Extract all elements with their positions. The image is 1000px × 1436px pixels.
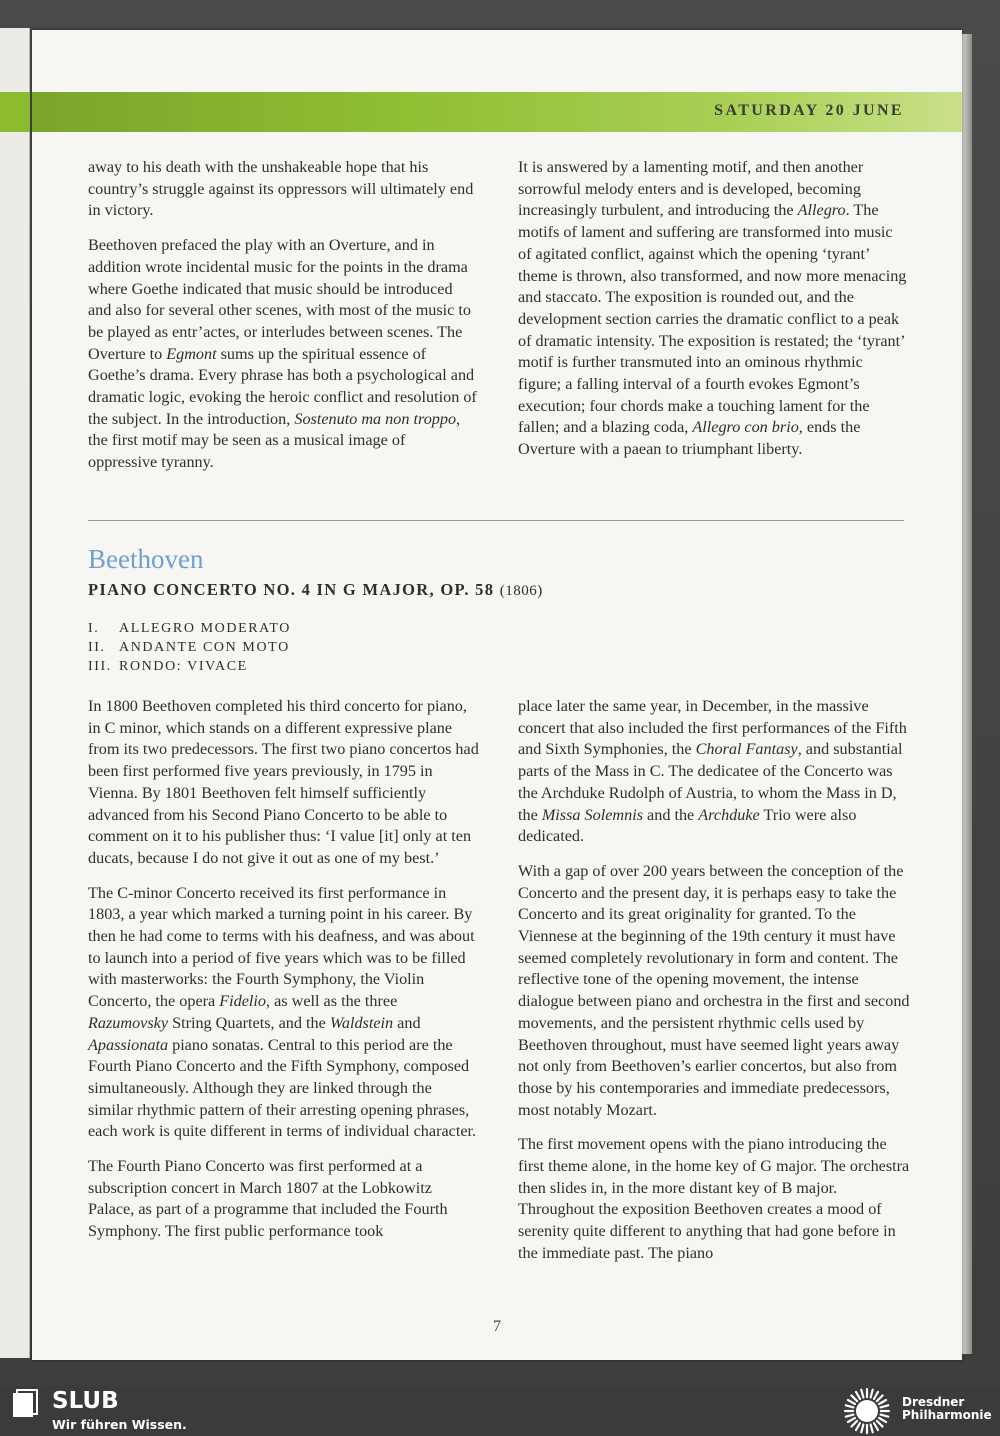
- text-run: Beethoven prefaced the play with an Overture, and in addition wrote incidental music for the points in the drama where Goethe indicated that music should be introduced and also for several other scenes, with most of the music to be played as entr’actes, or interludes between scenes. The Overture to: [88, 236, 472, 363]
- partner-name: [902, 1396, 992, 1422]
- paragraph: [88, 696, 480, 870]
- movement-number: III.: [88, 659, 112, 674]
- paragraph: [88, 883, 480, 1143]
- paragraph: [88, 1156, 480, 1243]
- italic-title: Allegro: [797, 201, 846, 220]
- movement-name: RONDO: VIVACE: [119, 659, 248, 674]
- text-run: The first movement opens with the piano introducing the first theme alone, in the home key of G major. The orchestra then slides in, in the more distant key of B major. Throughout the exposition Beethoven creates a mood of serenity quite different to anything that had gone before in the immediate past. The piano: [518, 1135, 910, 1262]
- text-run: and: [393, 1013, 421, 1032]
- italic-title: Choral Fantasy: [695, 740, 798, 759]
- work-title: [88, 580, 543, 600]
- intro-right-column: [518, 157, 910, 474]
- facing-page-edge: [0, 28, 30, 1358]
- paragraph: [518, 861, 910, 1121]
- movement-item: [88, 657, 291, 676]
- text-run: Trio were also dedicated.: [518, 805, 857, 846]
- text-run: , the first motif may be seen as a musical image of oppressive tyranny.: [88, 409, 461, 472]
- header-band: [32, 92, 962, 132]
- italic-title: Apassionata: [88, 1035, 169, 1054]
- body-left-column: [88, 696, 480, 1256]
- text-run: piano sonatas. Central to this period are the Fourth Piano Concerto and the Fifth Symphony, composed simultaneously. Although they are linked through the similar rhythmic pattern of their arresting opening phrases, each work is quite different in terms of individual character.: [88, 1035, 477, 1141]
- movement-item: [88, 619, 291, 638]
- text-run: and the: [643, 805, 699, 824]
- italic-title: Razumovsky: [88, 1013, 169, 1032]
- work-year: (1806): [499, 583, 543, 599]
- page-number: 7: [493, 1318, 501, 1335]
- movement-number: II.: [88, 640, 106, 655]
- movement-name: ALLEGRO MODERATO: [119, 621, 291, 636]
- slub-name: SLUB: [52, 1388, 119, 1414]
- text-run: In 1800 Beethoven completed his third concerto for piano, in C minor, which stands on a different expressive plane from its two predecessors. The first two piano concertos had been first performed five years previously, in 1795 in Vienna. By 1801 Beethoven felt himself sufficiently advanced from his Second Piano Concerto to be able to comment on it to his publisher thus: ‘I value [it] only at ten ducats, because I do not give it out as one of my best.’: [88, 697, 479, 867]
- paragraph: [518, 696, 910, 848]
- paragraph: [518, 157, 910, 461]
- footer-bar: [0, 1386, 1000, 1436]
- partner-name-line2: Philharmonie: [902, 1408, 992, 1422]
- italic-title: Waldstein: [329, 1013, 394, 1032]
- movement-item: [88, 638, 291, 657]
- movement-number: I.: [88, 621, 100, 636]
- book-icon: [12, 1389, 38, 1419]
- text-run: . The motifs of lament and suffering are transformed into music of agitated conflict, against which the opening ‘tyrant’ theme is thrown, also transformed, and now more menacing and staccato. The exposition is rounded out, and the development section carries the dramatic conflict to a peak of dramatic intensity. The exposition is restated; the ‘tyrant’ motif is further transmuted into an ominous rhythmic figure; a falling interval of a fourth evokes Egmont’s execution; four chords make a touching lament for the fallen; and a blazing coda,: [518, 201, 907, 437]
- section-divider: [88, 520, 904, 521]
- text-run: , ends the Overture with a paean to triumphant liberty.: [518, 418, 861, 459]
- text-run: The Fourth Piano Concerto was first performed at a subscription concert in March 1807 at the Lobkowitz Palace, as part of a programme that included the Fourth Symphony. The first public performance took: [88, 1157, 448, 1241]
- text-run: , as well as the three: [266, 992, 398, 1011]
- italic-title: Missa Solemnis: [541, 805, 643, 824]
- italic-title: Allegro con brio: [692, 418, 799, 437]
- work-title-text: PIANO CONCERTO NO. 4 IN G MAJOR, OP. 58: [88, 580, 495, 599]
- movement-name: ANDANTE CON MOTO: [119, 640, 290, 655]
- composer-heading: Beethoven: [88, 544, 204, 574]
- facing-page-green-band: [0, 92, 30, 132]
- italic-title: Archduke: [698, 805, 760, 824]
- paragraph: [88, 157, 478, 222]
- italic-title: Sostenuto ma non troppo: [294, 409, 457, 428]
- partner-name-line1: Dresdner: [902, 1395, 965, 1409]
- text-run: String Quartets, and the: [168, 1013, 330, 1032]
- text-run: away to his death with the unshakeable hope that his country’s struggle against its oppressors will ultimately end in victory.: [88, 158, 474, 220]
- intro-left-column: [88, 157, 478, 487]
- movements-list: [88, 619, 291, 676]
- header-date: SATURDAY 20 JUNE: [714, 102, 904, 119]
- page-stack-edge: [962, 34, 972, 1354]
- text-run: The C-minor Concerto received its first performance in 1803, a year which marked a turning point in his career. By then he had come to terms with his deafness, and was about to launch into a period of five years which was to be filled with masterworks: the Fourth Symphony, the Violin Concerto, the opera: [88, 883, 475, 1011]
- paragraph: [518, 1134, 910, 1264]
- italic-title: Fidelio: [219, 992, 267, 1011]
- program-page: [32, 30, 962, 1360]
- sunburst-logo-icon: [842, 1386, 892, 1436]
- body-right-column: [518, 696, 910, 1278]
- text-run: , and substantial parts of the Mass in C. The dedicatee of the Concerto was the Archduke Rudolph of Austria, to whom the Mass in D, the: [518, 740, 903, 824]
- text-run: It is answered by a lamenting motif, and then another sorrowful melody enters and is developed, becoming increasingly turbulent, and introducing the: [518, 158, 864, 220]
- text-run: sums up the spiritual essence of Goethe’s drama. Every phrase has both a psychological and dramatic logic, evoking the heroic conflict and resolution of the subject. In the introduction,: [88, 344, 477, 428]
- text-run: With a gap of over 200 years between the conception of the Concerto and the present day, it is perhaps easy to take the Concerto and its great originality for granted. To the Viennese at the beginning of the 19th century it must have seemed completely revolutionary in form and content. The reflective tone of the opening movement, the intense dialogue between piano and orchestra in the first and second movements, and the persistent rhythmic cells used by Beethoven throughout, must have seemed light years away not only from Beethoven’s earlier concertos, but also from those by his contemporaries and immediate predecessors, most notably Mozart.: [518, 861, 910, 1119]
- italic-title: Egmont: [166, 344, 217, 363]
- paragraph: [88, 235, 478, 474]
- slub-tagline: Wir führen Wissen.: [52, 1417, 187, 1432]
- text-run: place later the same year, in December, in the massive concert that also included the first performances of the Fifth and Sixth Symphonies, the: [518, 697, 907, 759]
